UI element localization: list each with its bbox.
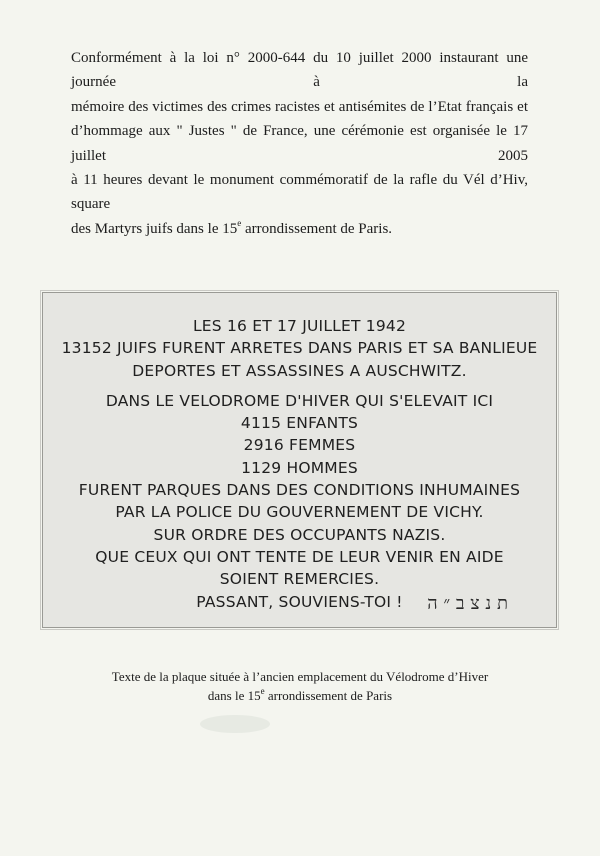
plaque-line: DEPORTES ET ASSASSINES A AUSCHWITZ. [132,361,467,380]
plaque-text [43,315,556,613]
caption-line-start: dans le 15 [207,688,261,703]
paper-blemish [200,715,270,733]
ordinal-suffix: e [237,217,242,228]
intro-line: à 11 heures devant le monument commémoratif de la rafle du Vél d’Hiv, square [71,172,528,213]
plaque-line: LES 16 ET 17 JUILLET 1942 [192,317,407,335]
intro-line: Conformément à la loi n° 2000-644 du 10 juillet 2000 instaurant une journée à la [71,50,528,91]
plaque-line: 4115 ENFANTS [240,414,359,433]
ordinal-suffix: e [260,685,265,696]
plaque-line: QUE CEUX QUI ONT TENTE DE LEUR VENIR EN AIDE [95,547,504,566]
intro-line: mémoire des victimes des crimes racistes et antisémites de l’Etat français et [71,98,528,115]
plaque-line: 1129 HOMMES [241,458,358,477]
plaque-line: 2916 FEMMES [243,436,356,455]
caption-line [70,686,530,705]
caption-line-end: arrondissement de Paris [264,688,393,703]
intro-line [71,217,528,241]
plaque-caption [70,667,530,705]
memorial-plaque [42,292,557,628]
caption-line: Texte de la plaque située à l’ancien emplacement du Vélodrome d’Hiver [111,669,489,684]
intro-paragraph [71,46,528,241]
intro-line: d’hommage aux " Justes " de France, une cérémonie est organisée le 17 juillet 2005 [71,123,528,164]
intro-line-start: des Martyrs juifs dans le 15 [71,220,238,237]
plaque-line: 13152 JUIFS FURENT ARRETES DANS PARIS ET SA BANLIEUE [61,339,538,358]
plaque-line: SUR ORDRE DES OCCUPANTS NAZIS. [153,525,446,544]
hebrew-inscription: ת נ צ ב ״ ה [427,593,508,614]
plaque-line: FURENT PARQUES DANS DES CONDITIONS INHUMAINES [78,481,521,500]
plaque-line: PASSANT, SOUVIENS-TOI ! [196,592,403,611]
plaque-line: SOIENT REMERCIES. [219,570,380,589]
plaque-line: DANS LE VELODROME D'HIVER QUI S'ELEVAIT ICI [105,391,494,410]
plaque-line: PAR LA POLICE DU GOUVERNEMENT DE VICHY. [115,503,484,522]
intro-line-end: arrondissement de Paris. [241,220,393,237]
